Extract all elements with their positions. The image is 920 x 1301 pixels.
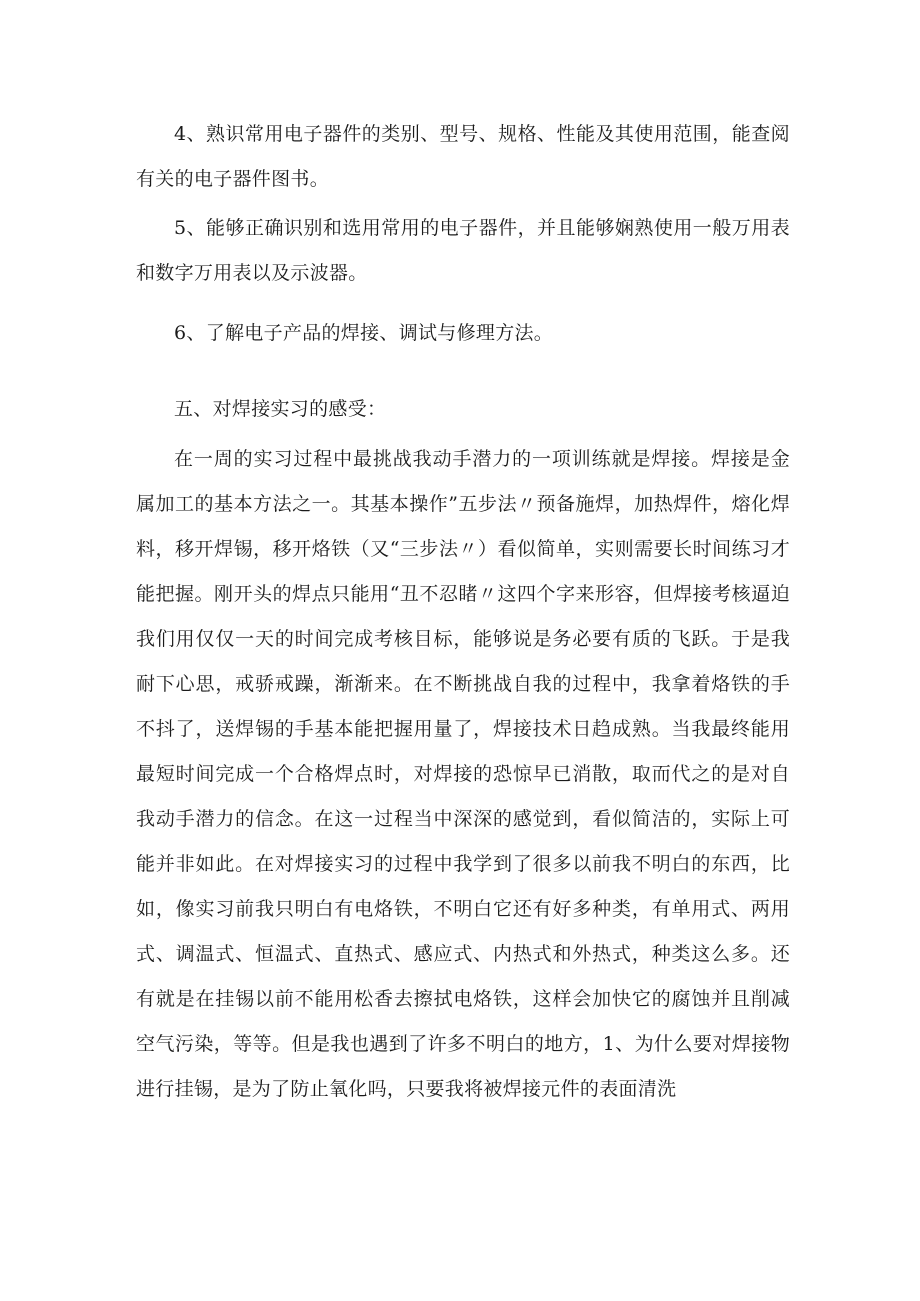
- paragraph-item-6: 6、了解电子产品的焊接、调试与修理方法。: [174, 322, 554, 344]
- paragraph-item-4: 4、熟识常用电子器件的类别、型号、规格、性能及其使用范围，能查阅有关的电子器件图书。: [136, 123, 790, 190]
- section-heading: 五、对焊接实习的感受：: [174, 398, 387, 420]
- body-paragraph: 在一周的实习过程中最挑战我动手潜力的一项训练就是焊接。焊接是金属加工的基本方法之一。其基本操作”五步法〃预备施焊，加热焊件，熔化焊料，移开焊锡，移开烙铁（又“三步法〃）看似简单，实则需要长时间练习才能把握。刚开头的焊点只能用“丑不忍睹〃这四个字来形容，但焊接考核逼迫我们用仅仅一天的时间完成考核目标，能够说是务必要有质的飞跃。于是我耐下心思，戒骄戒躁，渐渐来。在不断挑战自我的过程中，我拿着烙铁的手不抖了，送焊锡的手基本能把握用量了，焊接技术日趋成熟。当我最终能用最短时间完成一个合格焊点时，对焊接的恐惊早已消散，取而代之的是对自我动手潜力的信念。在这一过程当中深深的感觉到，看似简洁的，实际上可能并非如此。在对焊接实习的过程中我学到了很多以前我不明白的东西，比如，像实习前我只明白有电烙铁，不明白它还有好多种类，有单用式、两用式、调温式、恒温式、直热式、感应式、内热式和外热式，种类这么多。还有就是在挂锡以前不能用松香去擦拭电烙铁，这样会加快它的腐蚀并且削减空气污染，等等。但是我也遇到了许多不明白的地方，1、为什么要对焊接物进行挂锡，是为了防止氧化吗，只要我将被焊接元件的表面清洗: [136, 448, 790, 1100]
- paragraph-item-5: 5、能够正确识别和选用常用的电子器件，并且能够娴熟使用一般万用表和数字万用表以及示波器。: [136, 217, 790, 284]
